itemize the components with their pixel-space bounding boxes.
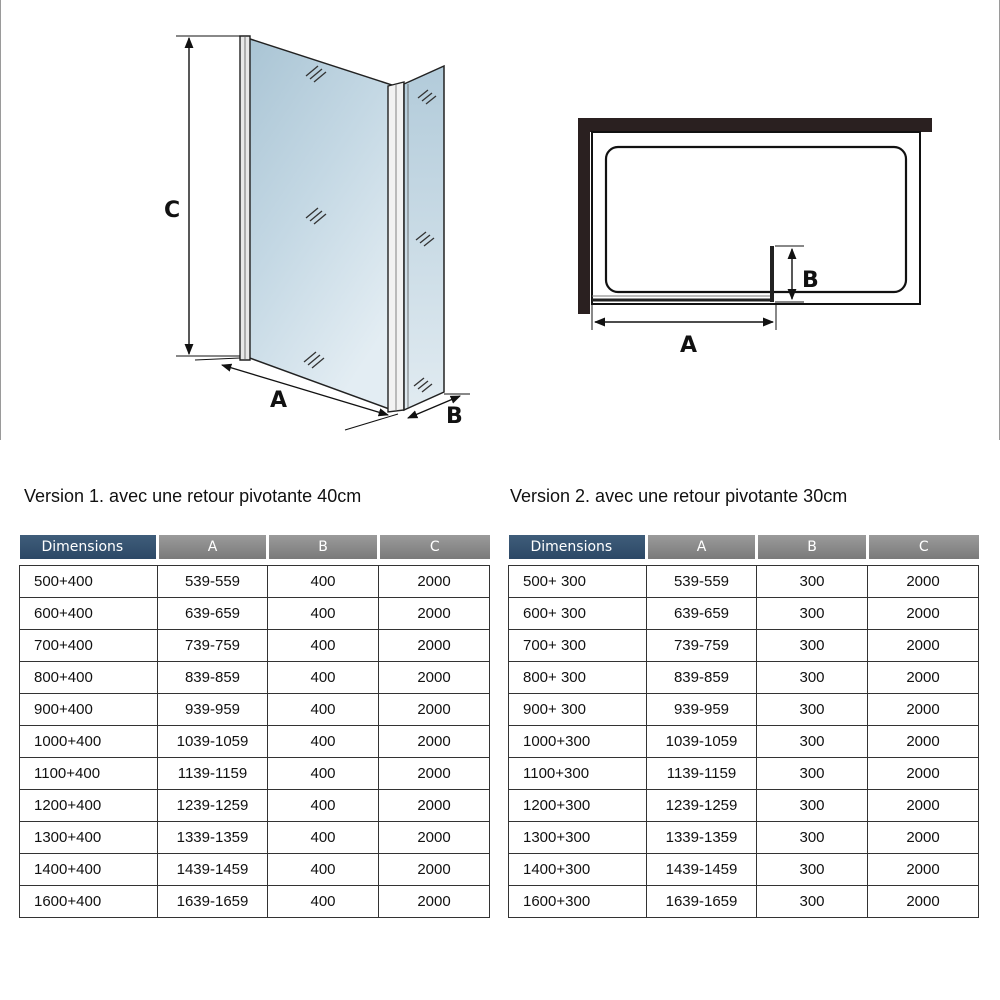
cell-a: 939-959 xyxy=(647,694,757,726)
cell-dimensions: 1000+400 xyxy=(20,726,158,758)
cell-b: 300 xyxy=(757,630,868,662)
table-row xyxy=(20,598,490,630)
cell-dimensions: 1100+300 xyxy=(509,758,647,790)
header-b: B xyxy=(757,535,868,559)
cell-a: 539-559 xyxy=(158,566,268,598)
table-header-row xyxy=(20,535,490,559)
cell-a: 1339-1359 xyxy=(158,822,268,854)
label-c: C xyxy=(164,198,181,223)
cell-c: 2000 xyxy=(868,822,979,854)
cell-a: 739-759 xyxy=(158,630,268,662)
cell-dimensions: 800+ 300 xyxy=(509,662,647,694)
table-row xyxy=(20,662,490,694)
cell-b: 300 xyxy=(757,566,868,598)
table-row xyxy=(20,566,490,598)
cell-c: 2000 xyxy=(379,694,490,726)
cell-a: 739-759 xyxy=(647,630,757,662)
cell-dimensions: 700+400 xyxy=(20,630,158,662)
cell-dimensions: 900+400 xyxy=(20,694,158,726)
return-glass-panel xyxy=(404,66,444,410)
cell-b: 300 xyxy=(757,726,868,758)
dimension-a-right xyxy=(592,304,776,330)
cell-c: 2000 xyxy=(868,854,979,886)
cell-a: 1439-1459 xyxy=(647,854,757,886)
table-row xyxy=(509,726,979,758)
cell-b: 300 xyxy=(757,598,868,630)
cell-c: 2000 xyxy=(379,854,490,886)
table-row xyxy=(509,790,979,822)
top-view-bathtub xyxy=(578,118,932,358)
cell-c: 2000 xyxy=(868,758,979,790)
cell-b: 400 xyxy=(268,662,379,694)
cell-dimensions: 1200+400 xyxy=(20,790,158,822)
cell-b: 300 xyxy=(757,886,868,918)
cell-dimensions: 1200+300 xyxy=(509,790,647,822)
dimensions-table-version2 xyxy=(508,535,979,918)
cell-c: 2000 xyxy=(868,886,979,918)
cell-b: 400 xyxy=(268,726,379,758)
cell-dimensions: 600+400 xyxy=(20,598,158,630)
cell-c: 2000 xyxy=(379,726,490,758)
dimension-c xyxy=(176,36,240,356)
cell-dimensions: 1300+400 xyxy=(20,822,158,854)
cell-c: 2000 xyxy=(379,662,490,694)
cell-dimensions: 700+ 300 xyxy=(509,630,647,662)
cell-a: 639-659 xyxy=(647,598,757,630)
table-row xyxy=(509,630,979,662)
cell-b: 300 xyxy=(757,854,868,886)
cell-c: 2000 xyxy=(379,790,490,822)
cell-c: 2000 xyxy=(379,630,490,662)
cell-b: 300 xyxy=(757,662,868,694)
cell-c: 2000 xyxy=(379,886,490,918)
header-dimensions: Dimensions xyxy=(509,535,647,559)
cell-a: 1239-1259 xyxy=(158,790,268,822)
back-wall xyxy=(578,118,932,132)
cell-a: 839-859 xyxy=(647,662,757,694)
table-row xyxy=(509,598,979,630)
cell-c: 2000 xyxy=(868,726,979,758)
cell-a: 1639-1659 xyxy=(158,886,268,918)
cell-c: 2000 xyxy=(868,790,979,822)
cell-a: 1039-1059 xyxy=(158,726,268,758)
return-panel-line xyxy=(770,246,774,302)
cell-b: 400 xyxy=(268,822,379,854)
cell-a: 1139-1159 xyxy=(158,758,268,790)
cell-c: 2000 xyxy=(868,662,979,694)
cell-a: 839-859 xyxy=(158,662,268,694)
version1-title: Version 1. avec une retour pivotante 40cm xyxy=(24,486,362,506)
cell-b: 300 xyxy=(757,758,868,790)
diagrams-svg xyxy=(0,0,1000,440)
cell-c: 2000 xyxy=(868,630,979,662)
table-header-row xyxy=(509,535,979,559)
header-a: A xyxy=(647,535,757,559)
cell-dimensions: 500+400 xyxy=(20,566,158,598)
cell-dimensions: 1100+400 xyxy=(20,758,158,790)
table-row xyxy=(20,886,490,918)
cell-b: 300 xyxy=(757,822,868,854)
bathtub-outer xyxy=(592,132,920,304)
header-c: C xyxy=(868,535,979,559)
cell-dimensions: 1600+300 xyxy=(509,886,647,918)
label-a-left: A xyxy=(270,388,288,413)
cell-b: 400 xyxy=(268,630,379,662)
header-a: A xyxy=(158,535,268,559)
cell-dimensions: 1400+400 xyxy=(20,854,158,886)
cell-dimensions: 1400+300 xyxy=(509,854,647,886)
label-b-right: B xyxy=(802,268,819,293)
dimensions-table-version1 xyxy=(19,535,490,918)
table-row xyxy=(509,854,979,886)
shower-screen-perspective xyxy=(164,36,470,430)
table-row xyxy=(20,630,490,662)
cell-b: 300 xyxy=(757,790,868,822)
cell-c: 2000 xyxy=(379,598,490,630)
cell-b: 400 xyxy=(268,566,379,598)
cell-a: 1339-1359 xyxy=(647,822,757,854)
table-row xyxy=(20,726,490,758)
cell-b: 400 xyxy=(268,886,379,918)
label-a-right: A xyxy=(680,333,698,358)
label-b-left: B xyxy=(446,404,463,429)
cell-b: 400 xyxy=(268,854,379,886)
cell-a: 1039-1059 xyxy=(647,726,757,758)
cell-a: 1639-1659 xyxy=(647,886,757,918)
table-row xyxy=(20,790,490,822)
table-row xyxy=(509,662,979,694)
table-row xyxy=(20,694,490,726)
header-c: C xyxy=(379,535,490,559)
cell-c: 2000 xyxy=(379,822,490,854)
cell-a: 1439-1459 xyxy=(158,854,268,886)
cell-b: 400 xyxy=(268,694,379,726)
cell-b: 400 xyxy=(268,598,379,630)
cell-a: 539-559 xyxy=(647,566,757,598)
cell-b: 300 xyxy=(757,694,868,726)
cell-dimensions: 900+ 300 xyxy=(509,694,647,726)
version2-title: Version 2. avec une retour pivotante 30cm xyxy=(510,486,848,506)
cell-a: 939-959 xyxy=(158,694,268,726)
cell-a: 1239-1259 xyxy=(647,790,757,822)
table-row xyxy=(20,822,490,854)
diagram-area xyxy=(0,0,1000,440)
cell-c: 2000 xyxy=(868,566,979,598)
main-glass-panel xyxy=(247,38,392,410)
table-row xyxy=(509,694,979,726)
cell-c: 2000 xyxy=(379,566,490,598)
table-row xyxy=(509,758,979,790)
cell-a: 639-659 xyxy=(158,598,268,630)
cell-c: 2000 xyxy=(868,694,979,726)
table-row xyxy=(509,566,979,598)
cell-dimensions: 1000+300 xyxy=(509,726,647,758)
header-b: B xyxy=(268,535,379,559)
table-row xyxy=(20,854,490,886)
cell-dimensions: 600+ 300 xyxy=(509,598,647,630)
cell-a: 1139-1159 xyxy=(647,758,757,790)
table-row xyxy=(509,886,979,918)
cell-b: 400 xyxy=(268,790,379,822)
side-wall xyxy=(578,118,590,314)
cell-c: 2000 xyxy=(379,758,490,790)
cell-dimensions: 800+400 xyxy=(20,662,158,694)
cell-dimensions: 1600+400 xyxy=(20,886,158,918)
header-dimensions: Dimensions xyxy=(20,535,158,559)
cell-dimensions: 500+ 300 xyxy=(509,566,647,598)
table-row xyxy=(20,758,490,790)
table-row xyxy=(509,822,979,854)
cell-b: 400 xyxy=(268,758,379,790)
cell-dimensions: 1300+300 xyxy=(509,822,647,854)
cell-c: 2000 xyxy=(868,598,979,630)
